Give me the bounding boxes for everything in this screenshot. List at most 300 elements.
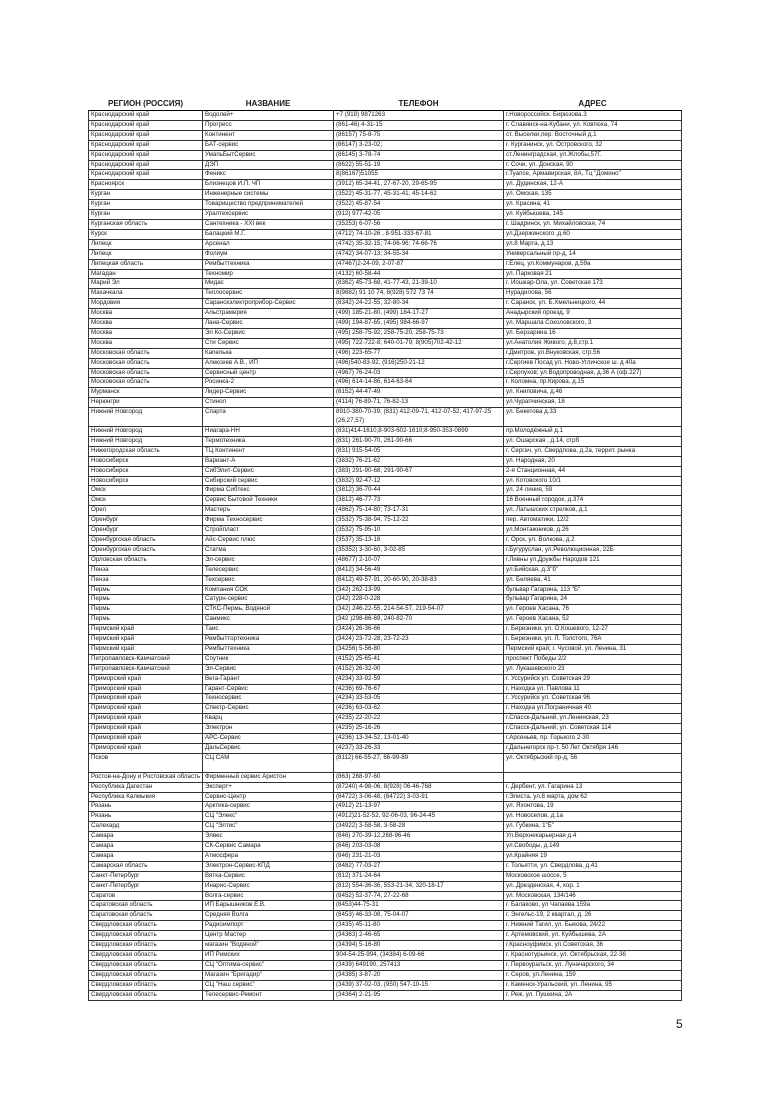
cell-name: Сатурн-сервис — [203, 595, 334, 605]
cell-region: Курган — [89, 200, 203, 210]
table-header-row — [89, 97, 682, 111]
cell-address: г. Каменск-Уральский, ул. Ленина, 95 — [504, 980, 682, 990]
table-row — [89, 328, 682, 338]
header-region: РЕГИОН (РОССИЯ) — [89, 97, 203, 111]
cell-name: Телесервис — [203, 565, 334, 575]
cell-address: ул. Октябрьский пр-д, 56 — [504, 753, 682, 772]
cell-name: ДЭП — [203, 160, 334, 170]
table-row — [89, 615, 682, 625]
cell-address: г.Серпухов; ул.Водопроводная, д.36 А (оф.227) — [504, 368, 682, 378]
cell-phone: (846) 203-03-08 — [334, 842, 504, 852]
cell-phone: (8453) 46-33-08, 75-04-07 — [334, 911, 504, 921]
cell-region: Московская область — [89, 358, 203, 368]
cell-address: г. Артемовский, ул. Куйбышева, 2А — [504, 931, 682, 941]
table-row — [89, 289, 682, 299]
cell-address: ул. Бекетова д.33 — [504, 408, 682, 427]
cell-name: Эл-Сервис — [203, 664, 334, 674]
cell-region: Пермский край — [89, 635, 203, 645]
cell-phone: (3537) 35-13-18 — [334, 535, 504, 545]
cell-name: Лана-Сервис — [203, 319, 334, 329]
table-row — [89, 970, 682, 980]
table-row — [89, 792, 682, 802]
table-row — [89, 625, 682, 635]
cell-phone: (3424) 23-72-28, 23-72-23 — [334, 635, 504, 645]
cell-address: г. Энгельс-19, 2 квартал, д. 26 — [504, 911, 682, 921]
cell-name: Фирма Техносервис — [203, 516, 334, 526]
cell-phone: (87240) 4-98-06, 8(928) 06-46-768 — [334, 782, 504, 792]
cell-name: Сервис Бытовой Техники — [203, 496, 334, 506]
cell-phone: (342 )298-86-69, 240-82-70 — [334, 615, 504, 625]
cell-phone: 8(86167)51055 — [334, 170, 504, 180]
cell-name: Саранскэлектроприбор-Сервис — [203, 299, 334, 309]
cell-phone: (4152) 26-32-00 — [334, 664, 504, 674]
table-row — [89, 378, 682, 388]
cell-name: Инарис-Сервис — [203, 881, 334, 891]
table-row — [89, 744, 682, 754]
cell-address: ул. Лукашевского 23 — [504, 664, 682, 674]
cell-address: г.Спасск-Дальний, ул.Ленинская, 23 — [504, 714, 682, 724]
cell-address: г.Элиста, ул.8 марта, дом 62 — [504, 792, 682, 802]
cell-phone: 8(9882) 91 10 74, 8(928) 572 73 74 — [334, 289, 504, 299]
table-row — [89, 812, 682, 822]
cell-phone: (3439) 37-02-03, (950) 547-10-15 — [334, 980, 504, 990]
cell-address: г. Коломна, пр.Кирова, д.15 — [504, 378, 682, 388]
table-row — [89, 960, 682, 970]
table-row — [89, 535, 682, 545]
cell-name: Магазин "Бригадир" — [203, 970, 334, 980]
cell-name: СЦ САМ — [203, 753, 334, 772]
cell-address: г. Саранск, ул. Б.Хмельницкого, 44 — [504, 299, 682, 309]
cell-address: г. Дербент, ул. Гагарина 13 — [504, 782, 682, 792]
cell-region: Нижегородская область — [89, 446, 203, 456]
cell-address: г. Первоуральск, ул. Луначарского, 34 — [504, 960, 682, 970]
cell-address: ул.Бийская, д.3"б" — [504, 565, 682, 575]
cell-region: Свердловская область — [89, 921, 203, 931]
cell-phone: (4712) 74-10-26 , 8-951-333-67-81 — [334, 229, 504, 239]
cell-name: Телесервис-Ремонт — [203, 990, 334, 1000]
cell-address: г.Ливны ул.Дружбы Народов 121 — [504, 555, 682, 565]
table-row — [89, 714, 682, 724]
table-row — [89, 436, 682, 446]
table-row — [89, 694, 682, 704]
table-row — [89, 526, 682, 536]
cell-address: г. Находка ул.Пограничная 40 — [504, 704, 682, 714]
cell-region: Краснодарский край — [89, 120, 203, 130]
cell-region: Самара — [89, 842, 203, 852]
cell-name: Статма — [203, 545, 334, 555]
cell-region: Москва — [89, 319, 203, 329]
cell-address: г.Бугуруслан, ул.Революционная, 22Б — [504, 545, 682, 555]
cell-phone: (34922) 3-58-58, 3-58-28 — [334, 822, 504, 832]
cell-address: г. Березники, ул. О.Кошевого, 12-27 — [504, 625, 682, 635]
cell-name: Лидер-Сервис — [203, 388, 334, 398]
cell-phone: (499) 185-21-80, (499) 184-17-27 — [334, 309, 504, 319]
cell-region: Красноярск — [89, 180, 203, 190]
cell-region: Санкт-Петербург — [89, 881, 203, 891]
cell-region: Пермь — [89, 615, 203, 625]
cell-address: г.Сергиев Посад ул. Ново-Угличское ш. д 40а — [504, 358, 682, 368]
table-row — [89, 160, 682, 170]
table-row — [89, 980, 682, 990]
cell-name: Инженерные системы — [203, 190, 334, 200]
cell-phone: (863) 268-97-60 — [334, 772, 504, 782]
cell-phone: (86147) 3-23-02; — [334, 140, 504, 150]
table-row — [89, 724, 682, 734]
cell-phone: (3424) 26-36-66 — [334, 625, 504, 635]
cell-region: Курск — [89, 229, 203, 239]
header-name: НАЗВАНИЕ — [203, 97, 334, 111]
cell-name: Волга-сервис — [203, 891, 334, 901]
cell-address: 16 Военный городок, д.374 — [504, 496, 682, 506]
cell-phone: (3532) 75-95-10 — [334, 526, 504, 536]
cell-region: Пермский край — [89, 644, 203, 654]
table-row — [89, 516, 682, 526]
cell-phone: (48677) 2-10-07 — [334, 555, 504, 565]
cell-region: Республика Дагестан — [89, 782, 203, 792]
cell-name: магазин "Водяной" — [203, 941, 334, 951]
cell-name: Феникс — [203, 170, 334, 180]
cell-phone: (3522) 45-87-54 — [334, 200, 504, 210]
cell-address: ул.Крайняя 19 — [504, 851, 682, 861]
cell-name: СЦ "Наш сервис" — [203, 980, 334, 990]
cell-phone: (4132) 60-58-44 — [334, 269, 504, 279]
cell-region: Саратов — [89, 891, 203, 901]
cell-region: Приморский край — [89, 704, 203, 714]
cell-name: Балацкий М.Г. — [203, 229, 334, 239]
cell-address: ул. Парковая 21 — [504, 269, 682, 279]
cell-address: ул. Яхонтова, 19 — [504, 802, 682, 812]
header-phone: ТЕЛЕФОН — [334, 97, 504, 111]
table-body — [89, 111, 682, 1001]
cell-region: Мурманск — [89, 388, 203, 398]
cell-name: СЦ "Оптима-сервис" — [203, 960, 334, 970]
cell-address: г. Серов, ул.Ленина, 159 — [504, 970, 682, 980]
cell-region: Приморский край — [89, 724, 203, 734]
cell-region: Нерюнгри — [89, 398, 203, 408]
cell-name: Техсервис — [203, 575, 334, 585]
cell-address: Анадырский проезд, 9 — [504, 309, 682, 319]
cell-name: Росинка-2 — [203, 378, 334, 388]
cell-name: Сантехника - XXI век — [203, 219, 334, 229]
cell-address: Универсальный пр-д, 14 — [504, 249, 682, 259]
cell-region: Московская область — [89, 378, 203, 388]
cell-address: г. Балаково, ул Чапаева 159а — [504, 901, 682, 911]
cell-region: Махачкала — [89, 289, 203, 299]
cell-name: Санмикс — [203, 615, 334, 625]
cell-address: ул.Свободы, д.149 — [504, 842, 682, 852]
cell-region: Свердловская область — [89, 931, 203, 941]
cell-address: ул. Московская, 134/146 — [504, 891, 682, 901]
cell-address: г.Туапсе, Армавирская, 8А, Тц "Домино" — [504, 170, 682, 180]
cell-region: Новосибирск — [89, 466, 203, 476]
cell-phone: (35253) 6-07-56 — [334, 219, 504, 229]
cell-region: Самара — [89, 832, 203, 842]
cell-phone: (4742) 34-07-13; 34-55-34 — [334, 249, 504, 259]
cell-region: Курганская область — [89, 219, 203, 229]
cell-region: Краснодарский край — [89, 160, 203, 170]
cell-name: БАТ-сервис — [203, 140, 334, 150]
cell-address: пер. Автоматики, 12/2 — [504, 516, 682, 526]
cell-name: СЦ "Элекс" — [203, 812, 334, 822]
cell-region: Пермский край — [89, 625, 203, 635]
cell-phone: (4236) 63-03-62 — [334, 704, 504, 714]
cell-name: Электрон — [203, 724, 334, 734]
cell-address: ул. Латышских стрелков, д.1 — [504, 506, 682, 516]
cell-name: Прогресс — [203, 120, 334, 130]
cell-name: Фолиум — [203, 249, 334, 259]
cell-name: Техносервис — [203, 694, 334, 704]
cell-address: г. Тольятти, ул. Свердлова, д.41 — [504, 861, 682, 871]
cell-address: ул. Маршала Соколовского, 3 — [504, 319, 682, 329]
table-row — [89, 170, 682, 180]
cell-address: ул. Котовского 10/1 — [504, 476, 682, 486]
cell-phone: (831)414-1610,8-903-602-1610;8-950-353-0899 — [334, 427, 504, 437]
cell-address: г.Дмитров, ул.Внуковская, стр.56 — [504, 348, 682, 358]
service-centers-table — [88, 97, 682, 1001]
cell-region: Курган — [89, 210, 203, 220]
cell-phone: (846) 231-21-03 — [334, 851, 504, 861]
cell-phone: (4114) 76-89-71, 76-82-13 — [334, 398, 504, 408]
table-row — [89, 427, 682, 437]
cell-name: Теплосервис — [203, 289, 334, 299]
cell-address: бульвар Гагарина, 24 — [504, 595, 682, 605]
table-row — [89, 388, 682, 398]
cell-name: СТКС-Пермь, Водяной — [203, 605, 334, 615]
cell-name: Вятка-Сервис — [203, 871, 334, 881]
cell-region: Краснодарский край — [89, 111, 203, 121]
cell-phone: (912) 977-42-05 — [334, 210, 504, 220]
cell-region: Пенза — [89, 565, 203, 575]
cell-region: Свердловская область — [89, 970, 203, 980]
cell-name: Фирма Сибтекс — [203, 486, 334, 496]
cell-region: Краснодарский край — [89, 150, 203, 160]
cell-address: ул. Красина, 41 — [504, 200, 682, 210]
cell-name: Сервис-Центр — [203, 792, 334, 802]
cell-region: Приморский край — [89, 734, 203, 744]
cell-region: Оренбург — [89, 516, 203, 526]
table-row — [89, 772, 682, 782]
cell-region: Нижний Новгород — [89, 436, 203, 446]
cell-name: Арктика-сервис — [203, 802, 334, 812]
cell-region: Москва — [89, 338, 203, 348]
table-row — [89, 871, 682, 881]
cell-region: Марий Эл — [89, 279, 203, 289]
cell-region: Краснодарский край — [89, 130, 203, 140]
cell-phone: (3532) 75-38-94, 75-12-22 — [334, 516, 504, 526]
table-row — [89, 249, 682, 259]
cell-region: Приморский край — [89, 714, 203, 724]
cell-name: Электрон-Сервис-КПД — [203, 861, 334, 871]
cell-region: Пермь — [89, 585, 203, 595]
table-row — [89, 851, 682, 861]
cell-phone: (3912) 65-34-41, 27-67-20, 29-65-95 — [334, 180, 504, 190]
table-row — [89, 585, 682, 595]
cell-region: Липецк — [89, 249, 203, 259]
cell-phone: (8412) 34-56-49 — [334, 565, 504, 575]
cell-name: Компания СОК — [203, 585, 334, 595]
table-row — [89, 348, 682, 358]
cell-phone: (812) 371-24-64 — [334, 871, 504, 881]
table-row — [89, 111, 682, 121]
cell-name: СибЭлит-Сервис — [203, 466, 334, 476]
table-row — [89, 832, 682, 842]
cell-region: Мордовия — [89, 299, 203, 309]
table-row — [89, 239, 682, 249]
cell-region: Свердловская область — [89, 960, 203, 970]
cell-name: Техномир — [203, 269, 334, 279]
cell-address: г. Нижний Тагил, ул. Быкова, 24/22 — [504, 921, 682, 931]
cell-name: Товарищество предпринимателей — [203, 200, 334, 210]
table-row — [89, 951, 682, 961]
cell-phone: (35352) 3-30-60, 3-02-85 — [334, 545, 504, 555]
table-row — [89, 921, 682, 931]
cell-name: Рембыттехника — [203, 644, 334, 654]
cell-region: Московская область — [89, 348, 203, 358]
cell-name: Ниагара-НН — [203, 427, 334, 437]
table-row — [89, 753, 682, 772]
cell-name: Континент — [203, 130, 334, 140]
cell-name: ТЦ Континент — [203, 446, 334, 456]
cell-region: Оренбургская область — [89, 535, 203, 545]
table-row — [89, 368, 682, 378]
cell-address — [504, 772, 682, 782]
cell-region: Оренбург — [89, 526, 203, 536]
cell-address: Пермский край; г. Чусовой, ул. Ленина, 31 — [504, 644, 682, 654]
cell-name: Мидас — [203, 279, 334, 289]
cell-phone: (495) 258-75-92, 258-75-20, 258-75-73 — [334, 328, 504, 338]
table-row — [89, 782, 682, 792]
cell-region: Пермь — [89, 595, 203, 605]
cell-address: г. Реж, ул. Пушкина, 2А — [504, 990, 682, 1000]
cell-name: Вега-Гарант — [203, 674, 334, 684]
cell-phone: (861-46) 4-31-15 — [334, 120, 504, 130]
cell-address: г. Березники, ул. Л. Толстого, 76А — [504, 635, 682, 645]
cell-name: Радиоимпорт — [203, 921, 334, 931]
cell-name: СК-Сервис Самара — [203, 842, 334, 852]
cell-name: Кварц — [203, 714, 334, 724]
cell-phone: (4234) 33-92-59 — [334, 674, 504, 684]
cell-phone: (4235) 25-16-26 — [334, 724, 504, 734]
cell-region: Свердловская область — [89, 951, 203, 961]
cell-phone: (34394) 5-16-80 — [334, 941, 504, 951]
cell-name: Спектр-Сервис — [203, 704, 334, 714]
cell-phone: (3832) 76-21-62 — [334, 456, 504, 466]
cell-name: Капелька — [203, 348, 334, 358]
cell-phone: (4912)21-52-52, 92-06-03, 96-24-45 — [334, 812, 504, 822]
cell-address: ст.Ленинградская, ул.Жлобы,57Г. — [504, 150, 682, 160]
cell-address: ул. Омская, 135 — [504, 190, 682, 200]
cell-region: Курган — [89, 190, 203, 200]
cell-name: Стройпласт — [203, 526, 334, 536]
cell-region: Свердловская область — [89, 980, 203, 990]
cell-name: Термотехника — [203, 436, 334, 446]
cell-address: г. Орск, ул. Волкова, д.2 — [504, 535, 682, 545]
header-address: АДРЕС — [504, 97, 682, 111]
cell-region: Свердловская область — [89, 941, 203, 951]
cell-region: Приморский край — [89, 744, 203, 754]
cell-phone: (383) 291-90-68, 291-90-67 — [334, 466, 504, 476]
table-row — [89, 941, 682, 951]
cell-name: Центр Мастер — [203, 931, 334, 941]
cell-name: Эл-сервис — [203, 555, 334, 565]
cell-name: ДальСервис — [203, 744, 334, 754]
table-row — [89, 150, 682, 160]
cell-name: Алексеев А.В., ИП — [203, 358, 334, 368]
cell-name: Гарант-Сервис — [203, 684, 334, 694]
table-row — [89, 654, 682, 664]
cell-phone: +7 (918) 9871263 — [334, 111, 504, 121]
cell-phone: (3812) 46-77-73 — [334, 496, 504, 506]
cell-address: г. Сочи, ул. Донская, 90 — [504, 160, 682, 170]
table-row — [89, 486, 682, 496]
cell-address: г.Арсеньев, пр. Горького 2-30 — [504, 734, 682, 744]
table-row — [89, 219, 682, 229]
table-row — [89, 704, 682, 714]
cell-phone: (84722) 3-06-48, (84722) 3-03-91 — [334, 792, 504, 802]
cell-address: ул. Губкина, 1"Б" — [504, 822, 682, 832]
cell-phone: (47467)2-24-09, 2-07-87 — [334, 259, 504, 269]
cell-phone: (496)540-83-92, (916)250-21-12 — [334, 358, 504, 368]
cell-address: ул. Дрезденская, 4, кор. 1 — [504, 881, 682, 891]
table-row — [89, 496, 682, 506]
table-row — [89, 309, 682, 319]
table-row — [89, 605, 682, 615]
cell-phone: (86145) 3-78-74 — [334, 150, 504, 160]
cell-region: Приморский край — [89, 674, 203, 684]
cell-region: Петропавловск-Камчатский — [89, 664, 203, 674]
cell-phone: (4234) 33-53-05 — [334, 694, 504, 704]
cell-address: ул.Анатолия Живого, д.8,стр.1 — [504, 338, 682, 348]
cell-phone: 904-54-25-994, (34384) 6-09-66 — [334, 951, 504, 961]
cell-phone: (4152) 25-65-41 — [334, 654, 504, 664]
table-row — [89, 319, 682, 329]
table-row — [89, 120, 682, 130]
cell-address: ул. Новоселов, д.1а — [504, 812, 682, 822]
cell-region: Орел — [89, 506, 203, 516]
table-row — [89, 555, 682, 565]
cell-address: г. Краснотурьинск, ул. Октябрьская, 22-36 — [504, 951, 682, 961]
cell-phone: (846) 270-39-12,268-96-46 — [334, 832, 504, 842]
cell-phone: (8622) 55-51-19 — [334, 160, 504, 170]
cell-region: Приморский край — [89, 694, 203, 704]
cell-address: г. Уссурийск ул. Советская 29 — [504, 674, 682, 684]
table-row — [89, 506, 682, 516]
cell-address: проспект Победы 2/2 — [504, 654, 682, 664]
cell-region: Ростов-на-Дону и Ростовская область — [89, 772, 203, 782]
cell-address: г. Шадринск, ул. Михайловская, 74 — [504, 219, 682, 229]
cell-region: Самарская область — [89, 861, 203, 871]
cell-address: ул. Дудинская, 12-А — [504, 180, 682, 190]
cell-address: бульвар Гагарина, 113 "Б" — [504, 585, 682, 595]
cell-region: Новосибирск — [89, 456, 203, 466]
cell-region: Краснодарский край — [89, 140, 203, 150]
cell-region: Приморский край — [89, 684, 203, 694]
table-row — [89, 842, 682, 852]
table-row — [89, 338, 682, 348]
cell-address: г. Уссурийск ул. Советская 96 — [504, 694, 682, 704]
table-row — [89, 299, 682, 309]
cell-phone: (3832) 92-47-12 — [334, 476, 504, 486]
cell-region: Новосибирск — [89, 476, 203, 486]
cell-phone: (342) 262-13-99 — [334, 585, 504, 595]
table-row — [89, 734, 682, 744]
cell-region: Оренбургская область — [89, 545, 203, 555]
cell-region: Липецкая область — [89, 259, 203, 269]
table-row — [89, 822, 682, 832]
cell-region: Москва — [89, 328, 203, 338]
table-row — [89, 259, 682, 269]
cell-phone: (86157) 75-8-75 — [334, 130, 504, 140]
